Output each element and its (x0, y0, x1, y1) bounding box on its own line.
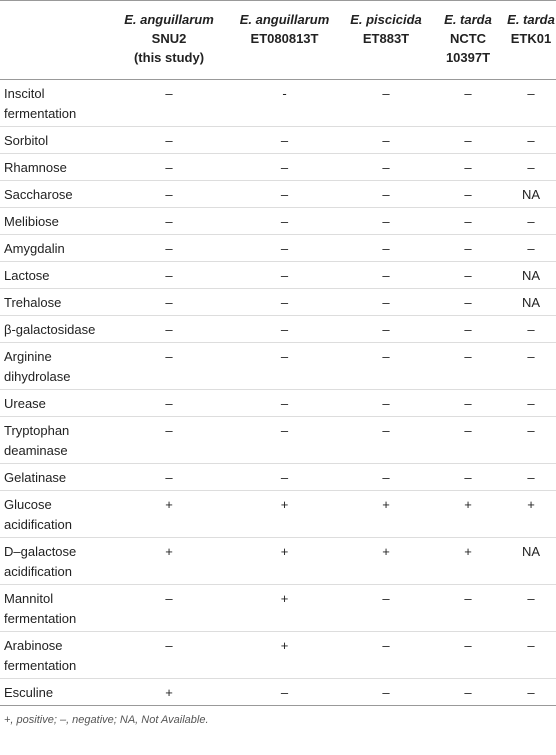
table-row (0, 390, 556, 417)
table-row (0, 80, 556, 127)
result-cell: – (506, 464, 556, 491)
header-species: E. anguillarum (239, 12, 330, 27)
result-cell: – (430, 417, 506, 464)
result-cell: – (227, 289, 342, 316)
result-cell: NA (506, 538, 556, 585)
table-row (0, 417, 556, 464)
result-cell: – (342, 417, 430, 464)
result-cell: – (506, 632, 556, 679)
row-label: Tryptophan deaminase (0, 417, 111, 464)
result-cell: NA (506, 289, 556, 316)
row-label: Saccharose (0, 181, 111, 208)
result-cell: + (430, 491, 506, 538)
header-cell-et883t (342, 1, 430, 80)
result-cell: – (342, 632, 430, 679)
result-cell: – (342, 679, 430, 706)
result-cell: – (111, 235, 227, 262)
result-cell: – (342, 208, 430, 235)
table-row (0, 235, 556, 262)
table-row (0, 181, 556, 208)
header-note: (this study) (133, 50, 205, 65)
header-strain: NCTC (449, 31, 487, 46)
header-cell-et080813t (227, 1, 342, 80)
result-cell: – (227, 679, 342, 706)
result-cell: – (227, 390, 342, 417)
table-row (0, 464, 556, 491)
result-cell: – (430, 390, 506, 417)
header-strain: ET883T (362, 31, 410, 46)
result-cell: – (227, 316, 342, 343)
result-cell: – (111, 181, 227, 208)
header-cell-nctc (430, 1, 506, 80)
result-cell: – (430, 181, 506, 208)
header-strain-number: 10397T (445, 50, 491, 65)
result-cell: – (506, 390, 556, 417)
result-cell: NA (506, 262, 556, 289)
result-cell: – (111, 343, 227, 390)
row-label: Inscitol fermentation (0, 80, 111, 127)
result-cell: – (342, 80, 430, 127)
result-cell: – (430, 262, 506, 289)
table-row (0, 289, 556, 316)
result-cell: – (430, 316, 506, 343)
result-cell: – (342, 316, 430, 343)
result-cell: – (111, 464, 227, 491)
result-cell: – (430, 154, 506, 181)
table-row (0, 632, 556, 679)
header-strain: ET080813T (250, 31, 319, 46)
result-cell: – (227, 181, 342, 208)
table-row (0, 127, 556, 154)
result-cell: + (430, 538, 506, 585)
table-row (0, 343, 556, 390)
result-cell: – (342, 343, 430, 390)
result-cell: – (506, 235, 556, 262)
row-label: Mannitol fermentation (0, 585, 111, 632)
header-cell-snu2 (111, 1, 227, 80)
result-cell: – (227, 262, 342, 289)
result-cell: + (111, 679, 227, 706)
result-cell: – (342, 585, 430, 632)
result-cell: – (430, 127, 506, 154)
table-row (0, 585, 556, 632)
result-cell: + (227, 491, 342, 538)
header-cell-test (0, 1, 111, 80)
result-cell: + (227, 632, 342, 679)
result-cell: + (342, 538, 430, 585)
result-cell: – (430, 343, 506, 390)
row-label: Arabinose fermentation (0, 632, 111, 679)
row-label: Amygdalin (0, 235, 111, 262)
result-cell: – (430, 208, 506, 235)
result-cell: – (111, 154, 227, 181)
table-row (0, 491, 556, 538)
table-row (0, 262, 556, 289)
result-cell: + (111, 538, 227, 585)
result-cell: – (342, 154, 430, 181)
result-cell: – (430, 235, 506, 262)
row-label: Trehalose (0, 289, 111, 316)
table-row (0, 208, 556, 235)
result-cell: – (227, 127, 342, 154)
result-cell: – (342, 390, 430, 417)
result-cell: – (430, 585, 506, 632)
row-label: Esculine (0, 679, 111, 706)
result-cell: – (430, 679, 506, 706)
result-cell: – (342, 262, 430, 289)
table-row (0, 538, 556, 585)
table-footnote: +, positive; –, negative; NA, Not Available. (4, 714, 209, 726)
result-cell: – (506, 208, 556, 235)
result-cell: + (111, 491, 227, 538)
row-label: Rhamnose (0, 154, 111, 181)
result-cell: – (227, 464, 342, 491)
result-cell: – (111, 316, 227, 343)
table-row (0, 154, 556, 181)
result-cell: – (342, 464, 430, 491)
result-cell: + (342, 491, 430, 538)
result-cell: – (506, 316, 556, 343)
header-strain: SNU2 (151, 31, 187, 46)
result-cell: – (342, 289, 430, 316)
result-cell: + (227, 585, 342, 632)
result-cell: – (227, 235, 342, 262)
table-row (0, 679, 556, 706)
result-cell: – (111, 390, 227, 417)
header-species: E. anguillarum (124, 12, 214, 27)
result-cell: – (111, 262, 227, 289)
row-label: Glucose acidification (0, 491, 111, 538)
result-cell: – (227, 417, 342, 464)
result-cell: – (342, 181, 430, 208)
row-label: Sorbitol (0, 127, 111, 154)
result-cell: NA (506, 181, 556, 208)
header-species: E. tarda (507, 12, 555, 27)
result-cell: – (227, 208, 342, 235)
result-cell: – (342, 127, 430, 154)
row-label: Lactose (0, 262, 111, 289)
result-cell: – (506, 417, 556, 464)
result-cell: – (111, 417, 227, 464)
result-cell: – (430, 80, 506, 127)
result-cell: + (227, 538, 342, 585)
result-cell: – (111, 80, 227, 127)
result-cell: – (111, 127, 227, 154)
result-cell: – (506, 585, 556, 632)
result-cell: – (227, 154, 342, 181)
header-strain: ETK01 (510, 31, 552, 46)
result-cell: – (506, 154, 556, 181)
result-cell: – (430, 464, 506, 491)
result-cell: – (506, 80, 556, 127)
row-label: D–galactose acidification (0, 538, 111, 585)
result-cell: – (506, 343, 556, 390)
row-label: Melibiose (0, 208, 111, 235)
row-label: Urease (0, 390, 111, 417)
result-cell: – (111, 289, 227, 316)
result-cell: – (430, 632, 506, 679)
row-label: Gelatinase (0, 464, 111, 491)
table-row (0, 316, 556, 343)
header-cell-etk01 (506, 1, 556, 80)
result-cell: – (111, 632, 227, 679)
result-cell: – (111, 208, 227, 235)
result-cell: - (227, 80, 342, 127)
result-cell: – (227, 343, 342, 390)
header-species: E. tarda (444, 12, 492, 27)
row-label: Arginine dihydrolase (0, 343, 111, 390)
result-cell: – (506, 679, 556, 706)
result-cell: – (506, 127, 556, 154)
row-label: β-galactosidase (0, 316, 111, 343)
header-row (0, 1, 556, 80)
result-cell: – (430, 289, 506, 316)
result-cell: – (111, 585, 227, 632)
header-species: E. piscicida (350, 12, 422, 27)
result-cell: + (506, 491, 556, 538)
result-cell: – (342, 235, 430, 262)
